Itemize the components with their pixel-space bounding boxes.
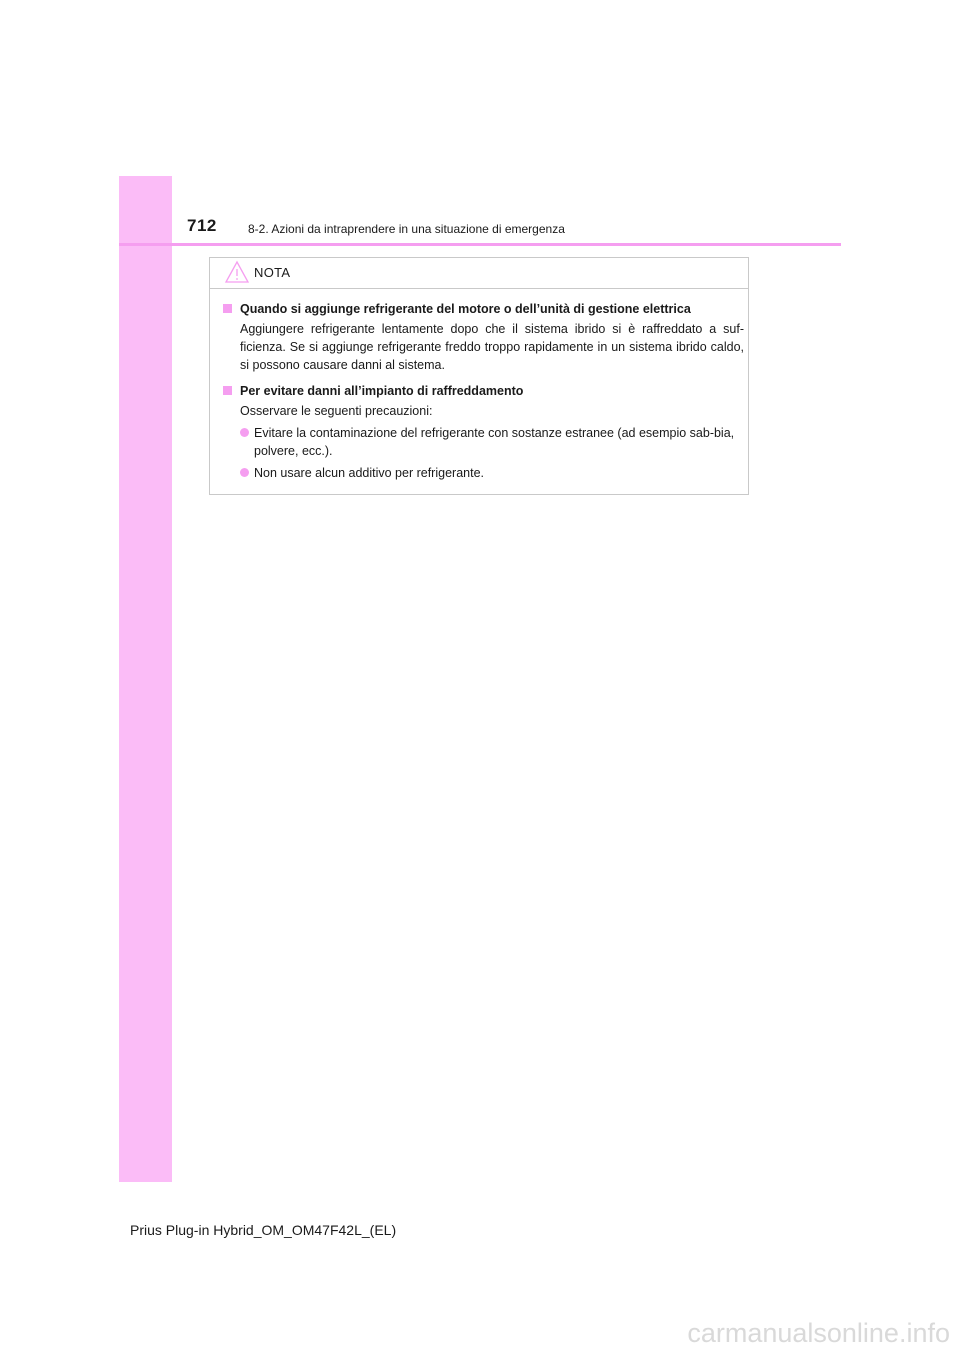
note-paragraph: Osservare le seguenti precauzioni: [240,404,433,418]
list-item-text: Non usare alcun additivo per refrigerante. [254,466,484,480]
warning-triangle-icon [224,260,250,284]
watermark: carmanualsonline.info [687,1318,950,1348]
note-paragraph: Aggiungere refrigerante lentamente dopo che il sistema ibrido si è raffreddato a suf-ficienza. Se si aggiunge refrigerante freddo troppo rapidamente in un sistema ibrido caldo, si possono causare danni al sistema. [240,322,744,372]
note-header [210,258,748,289]
note-section-heading [220,382,744,400]
note-body [220,300,744,486]
note-label: NOTA [254,265,291,280]
list-item-text: Evitare la contaminazione del refrigerante con sostanze estranee (ad esempio sab-bia, polvere, ecc.). [254,426,735,458]
square-bullet-icon [223,304,232,313]
page-number: 712 [187,216,217,235]
list-item [220,424,744,460]
header-rule [119,243,841,246]
note-heading-text: Per evitare danni all’impianto di raffreddamento [240,384,524,398]
side-color-band [119,176,172,1182]
note-heading-text: Quando si aggiunge refrigerante del motore o dell’unità di gestione elettrica [240,302,691,316]
circle-bullet-icon [240,468,249,477]
note-section-heading [220,300,744,318]
section-title: 8-2. Azioni da intraprendere in una situazione di emergenza [248,222,565,236]
note-box [209,257,749,495]
square-bullet-icon [223,386,232,395]
footer-doc-id: Prius Plug-in Hybrid_OM_OM47F42L_(EL) [130,1222,397,1238]
list-item [220,464,744,482]
circle-bullet-icon [240,428,249,437]
